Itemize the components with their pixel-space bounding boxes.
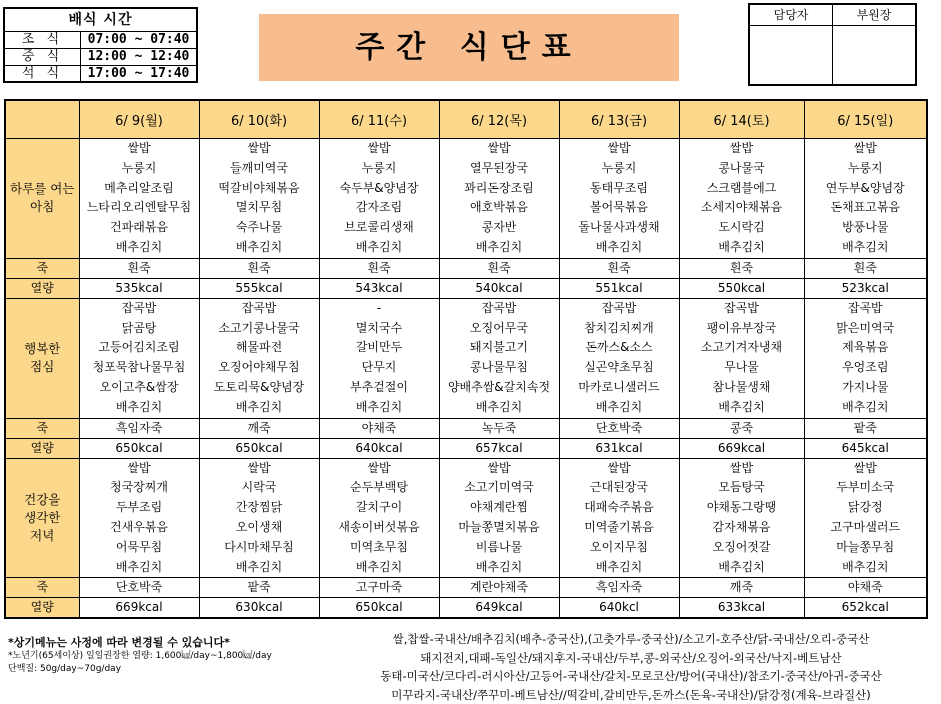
menu-item: 들깨미역국 [200,159,319,179]
menu-cell [439,298,559,418]
menu-cell [319,139,439,259]
porridge-cell: 흑임자죽 [79,418,199,438]
porridge-label: 죽 [5,418,79,438]
menu-item: 쌀밥 [440,459,559,479]
approval-box [748,3,917,86]
porridge-cell: 계란야채죽 [439,578,559,598]
menu-item: 단무지 [320,358,439,378]
menu-item: 배추김치 [680,238,804,258]
origin-line: 돼지전지,대패-독일산/돼지후지-국내산/두부,콩-외국산/오징어-외국산/낙지-베트남산 [325,649,937,668]
origin-info [325,630,937,704]
calorie-cell: 652kcal [804,598,927,619]
energy-note: *노년기(65세이상) 일일권장한 열량: 1,600㎉/day~1,800㎉/day [8,650,328,663]
day-header: 6/ 9(월) [79,100,199,139]
menu-item: 무나물 [680,358,804,378]
menu-cell [559,139,679,259]
menu-cell [319,458,439,578]
menu-item: 오징어무국 [440,319,559,339]
calorie-cell: 640kcal [319,438,439,458]
menu-item: 애호박볶음 [440,198,559,218]
calorie-cell: 551kcal [559,278,679,298]
menu-cell [79,458,199,578]
meal-row [5,139,927,259]
serving-time-box [3,7,198,83]
approval-label: 부원장 [833,5,915,26]
menu-item: 배추김치 [805,238,927,258]
menu-item: 오징어젓갈 [680,538,804,558]
menu-cell [804,298,927,418]
porridge-cell: 흑임자죽 [559,578,679,598]
menu-item: 동태무조림 [560,179,679,199]
menu-item: 꽈리돈장조림 [440,179,559,199]
menu-item: 모듬탕국 [680,478,804,498]
meal-row [5,458,927,578]
porridge-cell: 흰죽 [804,258,927,278]
meal-label: 행복한 점심 [5,298,79,418]
menu-item: 야채동그랑땡 [680,498,804,518]
menu-item: 배추김치 [80,558,199,578]
menu-item: 콩나물무침 [440,358,559,378]
porridge-cell: 단호박죽 [559,418,679,438]
menu-item: 배추김치 [320,238,439,258]
menu-item: 느타리오리엔탈무침 [80,198,199,218]
menu-item: 해물파전 [200,338,319,358]
menu-item: 볼어묵볶음 [560,198,679,218]
menu-item: 배추김치 [80,398,199,418]
calorie-cell: 523kcal [804,278,927,298]
approval-column [750,5,832,84]
approval-label: 담당자 [750,5,832,26]
calorie-cell: 657kcal [439,438,559,458]
menu-item: 누룽지 [805,159,927,179]
menu-item: 야채계란찜 [440,498,559,518]
menu-item: 배추김치 [440,398,559,418]
calorie-cell: 535kcal [79,278,199,298]
calorie-label: 열량 [5,438,79,458]
menu-item: 숙두부&양념장 [320,179,439,199]
porridge-cell: 흰죽 [199,258,319,278]
menu-cell [804,458,927,578]
porridge-cell: 야채죽 [319,418,439,438]
menu-item: 두부조림 [80,498,199,518]
calorie-row [5,598,927,619]
menu-item: 잡곡밥 [805,299,927,319]
calorie-cell: 640kcl [559,598,679,619]
menu-cell [79,139,199,259]
calorie-cell: 633kcal [679,598,804,619]
porridge-label: 죽 [5,258,79,278]
menu-item: 참나물생채 [680,378,804,398]
menu-item: 콩나물국 [680,159,804,179]
menu-item: 배추김치 [440,558,559,578]
menu-cell [559,458,679,578]
menu-cell [319,298,439,418]
signature-area [750,26,832,84]
origin-line: 쌀,찹쌀-국내산/배추김치(배추-중국산),(고춧가루-중국산)/소고기-호주산/닭-국내산/오리-중국산 [325,630,937,649]
porridge-cell: 야채죽 [804,578,927,598]
serving-time-label: 석 식 [5,66,81,82]
menu-item: 오이지무침 [560,538,679,558]
menu-item: 배추김치 [80,238,199,258]
menu-item: 쌀밥 [680,459,804,479]
menu-item: 쌀밥 [80,459,199,479]
porridge-cell: 깨죽 [679,578,804,598]
menu-item: 청국장찌개 [80,478,199,498]
day-header: 6/ 15(일) [804,100,927,139]
menu-item: 도토리묵&양념장 [200,378,319,398]
menu-item: 배추김치 [200,398,319,418]
menu-item: 배추김치 [560,558,679,578]
porridge-cell: 팥죽 [199,578,319,598]
menu-item: 마카로니샐러드 [560,378,679,398]
menu-item: 오이고추&쌈장 [80,378,199,398]
menu-item: 쌀밥 [200,459,319,479]
calorie-label: 열량 [5,598,79,619]
page-title: 주간 식단표 [259,14,679,81]
menu-item: 배추김치 [805,558,927,578]
menu-cell [679,298,804,418]
menu-item: 누룽지 [320,159,439,179]
porridge-cell: 녹두죽 [439,418,559,438]
menu-item: 마늘쫑무침 [805,538,927,558]
calorie-cell: 650kcal [79,438,199,458]
menu-item: 미역초무침 [320,538,439,558]
menu-item: 스크램블에그 [680,179,804,199]
menu-item: 메추리알조림 [80,179,199,199]
menu-item: 건파래볶음 [80,218,199,238]
protein-note: 단백질: 50g/day~70g/day [8,663,328,676]
menu-item: 콩자반 [440,218,559,238]
menu-item: 배추김치 [680,398,804,418]
menu-item: 숙주나물 [200,218,319,238]
menu-item: 간장찜닭 [200,498,319,518]
serving-time-row [5,48,196,65]
menu-item: 고등어김치조림 [80,338,199,358]
porridge-cell: 흰죽 [439,258,559,278]
menu-item: 배추김치 [680,558,804,578]
menu-item: 제육볶음 [805,338,927,358]
corner-cell [5,100,79,139]
calorie-cell: 650kcal [319,598,439,619]
menu-item: 소고기콩나물국 [200,319,319,339]
menu-item: 떡갈비야채볶음 [200,179,319,199]
calorie-cell: 645kcal [804,438,927,458]
menu-item: 갈치구이 [320,498,439,518]
menu-item: 시락국 [200,478,319,498]
menu-item: 감자조림 [320,198,439,218]
menu-item: 미역줄기볶음 [560,518,679,538]
menu-item: 도시락김 [680,218,804,238]
menu-item: 쌀밥 [560,459,679,479]
menu-item: 고구마샐러드 [805,518,927,538]
serving-time-label: 조 식 [5,32,81,48]
porridge-row [5,418,927,438]
menu-item: 맑은미역국 [805,319,927,339]
menu-item: 배추김치 [200,238,319,258]
menu-item: 누룽지 [80,159,199,179]
menu-item: 연두부&양념장 [805,179,927,199]
menu-item: 오징어야채무침 [200,358,319,378]
menu-cell [679,139,804,259]
day-header: 6/ 13(금) [559,100,679,139]
menu-item: 실곤약초무침 [560,358,679,378]
menu-item: 갈비만두 [320,338,439,358]
menu-item: 잡곡밥 [200,299,319,319]
menu-item: 멸치무침 [200,198,319,218]
menu-item: 양배추쌈&갈치속젓 [440,378,559,398]
change-notice: *상기메뉴는 사정에 따라 변경될 수 있습니다* [8,634,328,650]
serving-time-value: 17:00 ~ 17:40 [81,66,196,82]
menu-item: 감자채볶음 [680,518,804,538]
menu-item: 마늘쫑멸치볶음 [440,518,559,538]
calorie-label: 열량 [5,278,79,298]
porridge-cell: 흰죽 [679,258,804,278]
menu-item: 돈채표고볶음 [805,198,927,218]
menu-cell [679,458,804,578]
menu-item: 소세지야채볶음 [680,198,804,218]
menu-item: 닭곰탕 [80,319,199,339]
menu-item: 방풍나물 [805,218,927,238]
porridge-row [5,258,927,278]
menu-item: 쌀밥 [805,139,927,159]
origin-line: 미꾸라지-국내산/쭈꾸미-베트남산//떡갈비,갈비만두,돈까스(돈육-국내산)/닭강정(계육-브라질산) [325,686,937,704]
menu-item: 오이생채 [200,518,319,538]
porridge-cell: 깨죽 [199,418,319,438]
menu-cell [199,139,319,259]
menu-item: 소고기겨자냉채 [680,338,804,358]
serving-time-label: 중 식 [5,49,81,65]
menu-item: 다시마채무침 [200,538,319,558]
menu-item: 새송이버섯볶음 [320,518,439,538]
menu-item: 쌀밥 [200,139,319,159]
porridge-cell: 콩죽 [679,418,804,438]
approval-column [832,5,915,84]
menu-item: 쌀밥 [805,459,927,479]
menu-item: 근대된장국 [560,478,679,498]
menu-item: 돌나물사과생채 [560,218,679,238]
menu-item: 잡곡밥 [680,299,804,319]
calorie-cell: 669kcal [679,438,804,458]
menu-item: 대패숙주볶음 [560,498,679,518]
calorie-cell: 543kcal [319,278,439,298]
menu-cell [439,458,559,578]
menu-item: 잡곡밥 [440,299,559,319]
day-header: 6/ 10(화) [199,100,319,139]
meal-label: 건강을 생각한 저녁 [5,458,79,578]
menu-item: 돈까스&소스 [560,338,679,358]
menu-cell [199,298,319,418]
porridge-cell: 팥죽 [804,418,927,438]
menu-item: 어묵무침 [80,538,199,558]
signature-area [833,26,915,84]
menu-item: 닭강정 [805,498,927,518]
porridge-row [5,578,927,598]
menu-cell [199,458,319,578]
menu-item: 가지나물 [805,378,927,398]
menu-item: 배추김치 [560,398,679,418]
calorie-cell: 669kcal [79,598,199,619]
menu-item: 쌀밥 [320,139,439,159]
header-row [5,100,927,139]
serving-time-value: 12:00 ~ 12:40 [81,49,196,65]
menu-cell [439,139,559,259]
calorie-cell: 540kcal [439,278,559,298]
menu-item: 배추김치 [805,398,927,418]
calorie-cell: 650kcal [199,438,319,458]
menu-item: 배추김치 [200,558,319,578]
menu-item: 멸치국수 [320,319,439,339]
menu-item: 쌀밥 [80,139,199,159]
menu-item: 두부미소국 [805,478,927,498]
menu-item: 쌀밥 [320,459,439,479]
meal-row [5,298,927,418]
day-header: 6/ 11(수) [319,100,439,139]
calorie-cell: 555kcal [199,278,319,298]
menu-item: 부추겉절이 [320,378,439,398]
origin-line: 동태-미국산/코다리-러시아산/고등어-국내산/갈치-모로코산/방어(국내산)/참조기-중국산/아귀-중국산 [325,667,937,686]
weekly-menu-table [4,99,928,619]
calorie-row [5,438,927,458]
menu-item: 쌀밥 [680,139,804,159]
meal-label: 하루를 여는 아침 [5,139,79,259]
serving-time-row [5,65,196,82]
serving-time-title: 배식 시간 [5,9,196,32]
menu-item: 잡곡밥 [560,299,679,319]
menu-item: 쌀밥 [440,139,559,159]
menu-item: 잡곡밥 [80,299,199,319]
menu-item: 소고기미역국 [440,478,559,498]
menu-item: 참치김치찌개 [560,319,679,339]
calorie-cell: 649kcal [439,598,559,619]
menu-item: 열무된장국 [440,159,559,179]
menu-item: 배추김치 [440,238,559,258]
menu-item: 쌀밥 [560,139,679,159]
menu-cell [79,298,199,418]
menu-item: 브로콜리생채 [320,218,439,238]
menu-cell [804,139,927,259]
notes [8,634,328,676]
calorie-cell: 631kcal [559,438,679,458]
day-header: 6/ 14(토) [679,100,804,139]
menu-item: 배추김치 [560,238,679,258]
menu-item: 순두부백탕 [320,478,439,498]
porridge-cell: 흰죽 [319,258,439,278]
menu-item: 건새우볶음 [80,518,199,538]
menu-item: 배추김치 [320,398,439,418]
menu-item: 우엉조림 [805,358,927,378]
porridge-cell: 흰죽 [559,258,679,278]
menu-item: 돼지불고기 [440,338,559,358]
menu-item: 누룽지 [560,159,679,179]
menu-item: 청포묵참나물무침 [80,358,199,378]
menu-item: 배추김치 [320,558,439,578]
calorie-row [5,278,927,298]
porridge-cell: 단호박죽 [79,578,199,598]
serving-time-row [5,32,196,48]
porridge-label: 죽 [5,578,79,598]
calorie-cell: 630kcal [199,598,319,619]
day-header: 6/ 12(목) [439,100,559,139]
porridge-cell: 흰죽 [79,258,199,278]
calorie-cell: 550kcal [679,278,804,298]
menu-cell [559,298,679,418]
serving-time-value: 07:00 ~ 07:40 [81,32,196,48]
menu-item: 비름나물 [440,538,559,558]
menu-item: - [320,299,439,319]
menu-item: 팽이유부장국 [680,319,804,339]
porridge-cell: 고구마죽 [319,578,439,598]
